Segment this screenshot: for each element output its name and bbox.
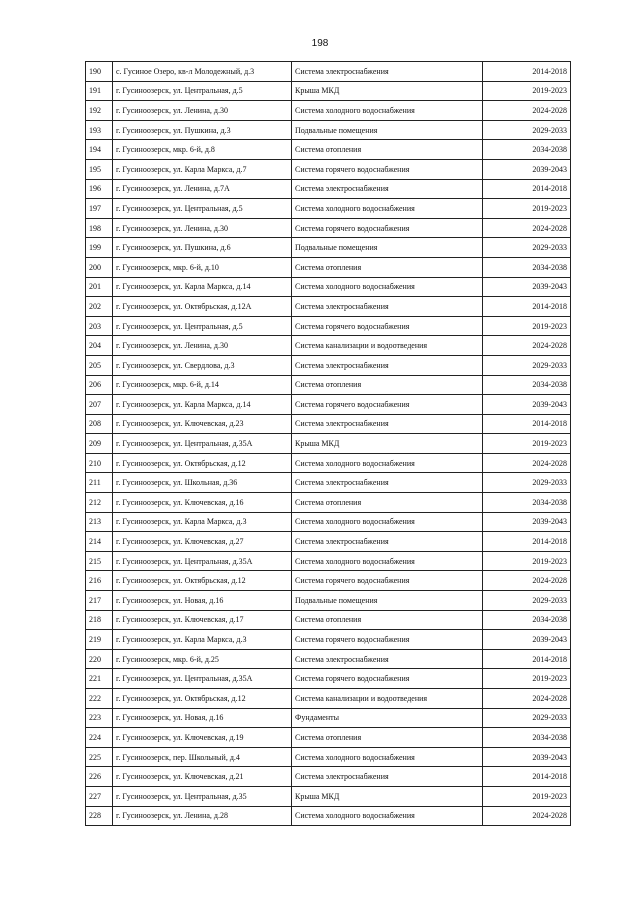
address-cell: г. Гусиноозерск, ул. Центральная, д.35 xyxy=(113,786,292,806)
row-number: 201 xyxy=(86,277,113,297)
table-row xyxy=(86,591,571,611)
system-cell: Подвальные помещения xyxy=(292,120,483,140)
table-row xyxy=(86,689,571,709)
table-row xyxy=(86,551,571,571)
address-cell: г. Гусиноозерск, мкр. 6-й, д.25 xyxy=(113,649,292,669)
table-row xyxy=(86,238,571,258)
table-row xyxy=(86,199,571,219)
period-cell: 2024-2028 xyxy=(483,571,571,591)
period-cell: 2014-2018 xyxy=(483,532,571,552)
system-cell: Крыша МКД xyxy=(292,434,483,454)
system-cell: Система отопления xyxy=(292,375,483,395)
period-cell: 2029-2033 xyxy=(483,355,571,375)
table-row xyxy=(86,120,571,140)
row-number: 202 xyxy=(86,297,113,317)
table-row xyxy=(86,277,571,297)
system-cell: Система холодного водоснабжения xyxy=(292,453,483,473)
address-cell: г. Гусиноозерск, ул. Пушкина, д.6 xyxy=(113,238,292,258)
system-cell: Система отопления xyxy=(292,728,483,748)
row-number: 190 xyxy=(86,62,113,82)
capital-repair-table xyxy=(85,61,571,826)
period-cell: 2019-2023 xyxy=(483,81,571,101)
row-number: 218 xyxy=(86,610,113,630)
address-cell: г. Гусиноозерск, мкр. 6-й, д.14 xyxy=(113,375,292,395)
address-cell: г. Гусиноозерск, ул. Ключевская, д.19 xyxy=(113,728,292,748)
row-number: 203 xyxy=(86,316,113,336)
period-cell: 2034-2038 xyxy=(483,493,571,513)
row-number: 200 xyxy=(86,257,113,277)
address-cell: г. Гусиноозерск, ул. Ленина, д.30 xyxy=(113,218,292,238)
period-cell: 2024-2028 xyxy=(483,218,571,238)
address-cell: г. Гусиноозерск, ул. Центральная, д.5 xyxy=(113,199,292,219)
row-number: 221 xyxy=(86,669,113,689)
period-cell: 2019-2023 xyxy=(483,786,571,806)
address-cell: г. Гусиноозерск, ул. Карла Маркса, д.3 xyxy=(113,512,292,532)
period-cell: 2019-2023 xyxy=(483,199,571,219)
address-cell: г. Гусиноозерск, ул. Новая, д.16 xyxy=(113,708,292,728)
address-cell: г. Гусиноозерск, ул. Центральная, д.35А xyxy=(113,434,292,454)
period-cell: 2029-2033 xyxy=(483,238,571,258)
row-number: 206 xyxy=(86,375,113,395)
address-cell: г. Гусиноозерск, ул. Ленина, д.28 xyxy=(113,806,292,826)
row-number: 195 xyxy=(86,159,113,179)
period-cell: 2029-2033 xyxy=(483,120,571,140)
period-cell: 2014-2018 xyxy=(483,179,571,199)
system-cell: Система холодного водоснабжения xyxy=(292,806,483,826)
address-cell: г. Гусиноозерск, ул. Карла Маркса, д.7 xyxy=(113,159,292,179)
period-cell: 2034-2038 xyxy=(483,728,571,748)
table-row xyxy=(86,179,571,199)
table-row xyxy=(86,257,571,277)
period-cell: 2014-2018 xyxy=(483,297,571,317)
table-row xyxy=(86,728,571,748)
system-cell: Подвальные помещения xyxy=(292,591,483,611)
system-cell: Система электроснабжения xyxy=(292,473,483,493)
system-cell: Система электроснабжения xyxy=(292,297,483,317)
address-cell: г. Гусиноозерск, ул. Ключевская, д.16 xyxy=(113,493,292,513)
row-number: 205 xyxy=(86,355,113,375)
row-number: 197 xyxy=(86,199,113,219)
address-cell: г. Гусиноозерск, ул. Ленина, д.7А xyxy=(113,179,292,199)
table-row xyxy=(86,453,571,473)
system-cell: Система горячего водоснабжения xyxy=(292,218,483,238)
period-cell: 2019-2023 xyxy=(483,551,571,571)
system-cell: Система отопления xyxy=(292,140,483,160)
row-number: 219 xyxy=(86,630,113,650)
table-row xyxy=(86,395,571,415)
address-cell: г. Гусиноозерск, мкр. 6-й, д.10 xyxy=(113,257,292,277)
period-cell: 2034-2038 xyxy=(483,140,571,160)
period-cell: 2014-2018 xyxy=(483,767,571,787)
period-cell: 2019-2023 xyxy=(483,669,571,689)
row-number: 223 xyxy=(86,708,113,728)
system-cell: Система горячего водоснабжения xyxy=(292,159,483,179)
system-cell: Система горячего водоснабжения xyxy=(292,395,483,415)
table-body xyxy=(86,62,571,826)
table-row xyxy=(86,375,571,395)
system-cell: Система холодного водоснабжения xyxy=(292,199,483,219)
system-cell: Система холодного водоснабжения xyxy=(292,101,483,121)
system-cell: Система электроснабжения xyxy=(292,414,483,434)
row-number: 196 xyxy=(86,179,113,199)
address-cell: г. Гусиноозерск, ул. Школьная, д.36 xyxy=(113,473,292,493)
system-cell: Система электроснабжения xyxy=(292,532,483,552)
address-cell: г. Гусиноозерск, ул. Карла Маркса, д.14 xyxy=(113,395,292,415)
row-number: 193 xyxy=(86,120,113,140)
address-cell: г. Гусиноозерск, ул. Центральная, д.35А xyxy=(113,669,292,689)
row-number: 224 xyxy=(86,728,113,748)
system-cell: Система горячего водоснабжения xyxy=(292,316,483,336)
address-cell: г. Гусиноозерск, ул. Карла Маркса, д.3 xyxy=(113,630,292,650)
row-number: 194 xyxy=(86,140,113,160)
row-number: 208 xyxy=(86,414,113,434)
period-cell: 2029-2033 xyxy=(483,591,571,611)
table-row xyxy=(86,414,571,434)
period-cell: 2039-2043 xyxy=(483,630,571,650)
table-row xyxy=(86,669,571,689)
system-cell: Система канализации и водоотведения xyxy=(292,689,483,709)
row-number: 225 xyxy=(86,747,113,767)
page-number: 198 xyxy=(311,38,329,49)
address-cell: г. Гусиноозерск, ул. Ключевская, д.23 xyxy=(113,414,292,434)
table-row xyxy=(86,81,571,101)
system-cell: Крыша МКД xyxy=(292,81,483,101)
table-row xyxy=(86,806,571,826)
period-cell: 2039-2043 xyxy=(483,159,571,179)
row-number: 214 xyxy=(86,532,113,552)
period-cell: 2019-2023 xyxy=(483,434,571,454)
address-cell: г. Гусиноозерск, ул. Центральная, д.5 xyxy=(113,316,292,336)
period-cell: 2034-2038 xyxy=(483,610,571,630)
period-cell: 2039-2043 xyxy=(483,277,571,297)
address-cell: г. Гусиноозерск, ул. Центральная, д.35А xyxy=(113,551,292,571)
period-cell: 2024-2028 xyxy=(483,453,571,473)
system-cell: Система горячего водоснабжения xyxy=(292,630,483,650)
period-cell: 2029-2033 xyxy=(483,708,571,728)
system-cell: Система холодного водоснабжения xyxy=(292,512,483,532)
period-cell: 2024-2028 xyxy=(483,689,571,709)
system-cell: Система горячего водоснабжения xyxy=(292,571,483,591)
address-cell: г. Гусиноозерск, ул. Ключевская, д.21 xyxy=(113,767,292,787)
period-cell: 2014-2018 xyxy=(483,62,571,82)
address-cell: г. Гусиноозерск, ул. Ленина, д.30 xyxy=(113,336,292,356)
system-cell: Подвальные помещения xyxy=(292,238,483,258)
address-cell: г. Гусиноозерск, ул. Карла Маркса, д.14 xyxy=(113,277,292,297)
address-cell: г. Гусиноозерск, ул. Ключевская, д.27 xyxy=(113,532,292,552)
table-row xyxy=(86,434,571,454)
table-row xyxy=(86,473,571,493)
row-number: 213 xyxy=(86,512,113,532)
period-cell: 2024-2028 xyxy=(483,806,571,826)
row-number: 210 xyxy=(86,453,113,473)
row-number: 192 xyxy=(86,101,113,121)
table-row xyxy=(86,159,571,179)
row-number: 207 xyxy=(86,395,113,415)
table-row xyxy=(86,767,571,787)
system-cell: Система холодного водоснабжения xyxy=(292,747,483,767)
table-row xyxy=(86,649,571,669)
address-cell: г. Гусиноозерск, ул. Октябрьская, д.12 xyxy=(113,689,292,709)
row-number: 204 xyxy=(86,336,113,356)
period-cell: 2024-2028 xyxy=(483,336,571,356)
address-cell: г. Гусиноозерск, ул. Октябрьская, д.12А xyxy=(113,297,292,317)
period-cell: 2024-2028 xyxy=(483,101,571,121)
table-row xyxy=(86,62,571,82)
table-row xyxy=(86,786,571,806)
period-cell: 2039-2043 xyxy=(483,747,571,767)
system-cell: Система электроснабжения xyxy=(292,767,483,787)
address-cell: г. Гусиноозерск, ул. Свердлова, д.3 xyxy=(113,355,292,375)
system-cell: Система холодного водоснабжения xyxy=(292,277,483,297)
row-number: 222 xyxy=(86,689,113,709)
table-row xyxy=(86,355,571,375)
system-cell: Система отопления xyxy=(292,257,483,277)
period-cell: 2019-2023 xyxy=(483,316,571,336)
address-cell: г. Гусиноозерск, ул. Ленина, д.30 xyxy=(113,101,292,121)
system-cell: Система электроснабжения xyxy=(292,649,483,669)
row-number: 191 xyxy=(86,81,113,101)
row-number: 215 xyxy=(86,551,113,571)
row-number: 227 xyxy=(86,786,113,806)
table-row xyxy=(86,571,571,591)
row-number: 220 xyxy=(86,649,113,669)
address-cell: г. Гусиноозерск, ул. Пушкина, д.3 xyxy=(113,120,292,140)
table-row xyxy=(86,610,571,630)
period-cell: 2039-2043 xyxy=(483,512,571,532)
row-number: 209 xyxy=(86,434,113,454)
table-row xyxy=(86,512,571,532)
row-number: 212 xyxy=(86,493,113,513)
row-number: 226 xyxy=(86,767,113,787)
period-cell: 2034-2038 xyxy=(483,257,571,277)
address-cell: г. Гусиноозерск, ул. Новая, д.16 xyxy=(113,591,292,611)
system-cell: Система электроснабжения xyxy=(292,62,483,82)
period-cell: 2029-2033 xyxy=(483,473,571,493)
period-cell: 2014-2018 xyxy=(483,414,571,434)
system-cell: Фундаменты xyxy=(292,708,483,728)
table-row xyxy=(86,336,571,356)
period-cell: 2014-2018 xyxy=(483,649,571,669)
table-row xyxy=(86,747,571,767)
table-row xyxy=(86,316,571,336)
system-cell: Система отопления xyxy=(292,493,483,513)
address-cell: г. Гусиноозерск, ул. Ключевская, д.17 xyxy=(113,610,292,630)
system-cell: Система отопления xyxy=(292,610,483,630)
table-row xyxy=(86,101,571,121)
system-cell: Система холодного водоснабжения xyxy=(292,551,483,571)
row-number: 211 xyxy=(86,473,113,493)
table-row xyxy=(86,493,571,513)
row-number: 216 xyxy=(86,571,113,591)
row-number: 198 xyxy=(86,218,113,238)
address-cell: г. Гусиноозерск, ул. Центральная, д.5 xyxy=(113,81,292,101)
row-number: 228 xyxy=(86,806,113,826)
address-cell: г. Гусиноозерск, пер. Школьный, д.4 xyxy=(113,747,292,767)
system-cell: Система электроснабжения xyxy=(292,355,483,375)
period-cell: 2039-2043 xyxy=(483,395,571,415)
system-cell: Система электроснабжения xyxy=(292,179,483,199)
table-row xyxy=(86,630,571,650)
system-cell: Крыша МКД xyxy=(292,786,483,806)
table-row xyxy=(86,532,571,552)
period-cell: 2034-2038 xyxy=(483,375,571,395)
address-cell: г. Гусиноозерск, ул. Октябрьская, д.12 xyxy=(113,571,292,591)
table-row xyxy=(86,297,571,317)
row-number: 199 xyxy=(86,238,113,258)
table-row xyxy=(86,218,571,238)
address-cell: с. Гусиное Озеро, кв-л Молодежный, д.3 xyxy=(113,62,292,82)
table-row xyxy=(86,708,571,728)
address-cell: г. Гусиноозерск, ул. Октябрьская, д.12 xyxy=(113,453,292,473)
system-cell: Система канализации и водоотведения xyxy=(292,336,483,356)
system-cell: Система горячего водоснабжения xyxy=(292,669,483,689)
row-number: 217 xyxy=(86,591,113,611)
table-row xyxy=(86,140,571,160)
address-cell: г. Гусиноозерск, мкр. 6-й, д.8 xyxy=(113,140,292,160)
